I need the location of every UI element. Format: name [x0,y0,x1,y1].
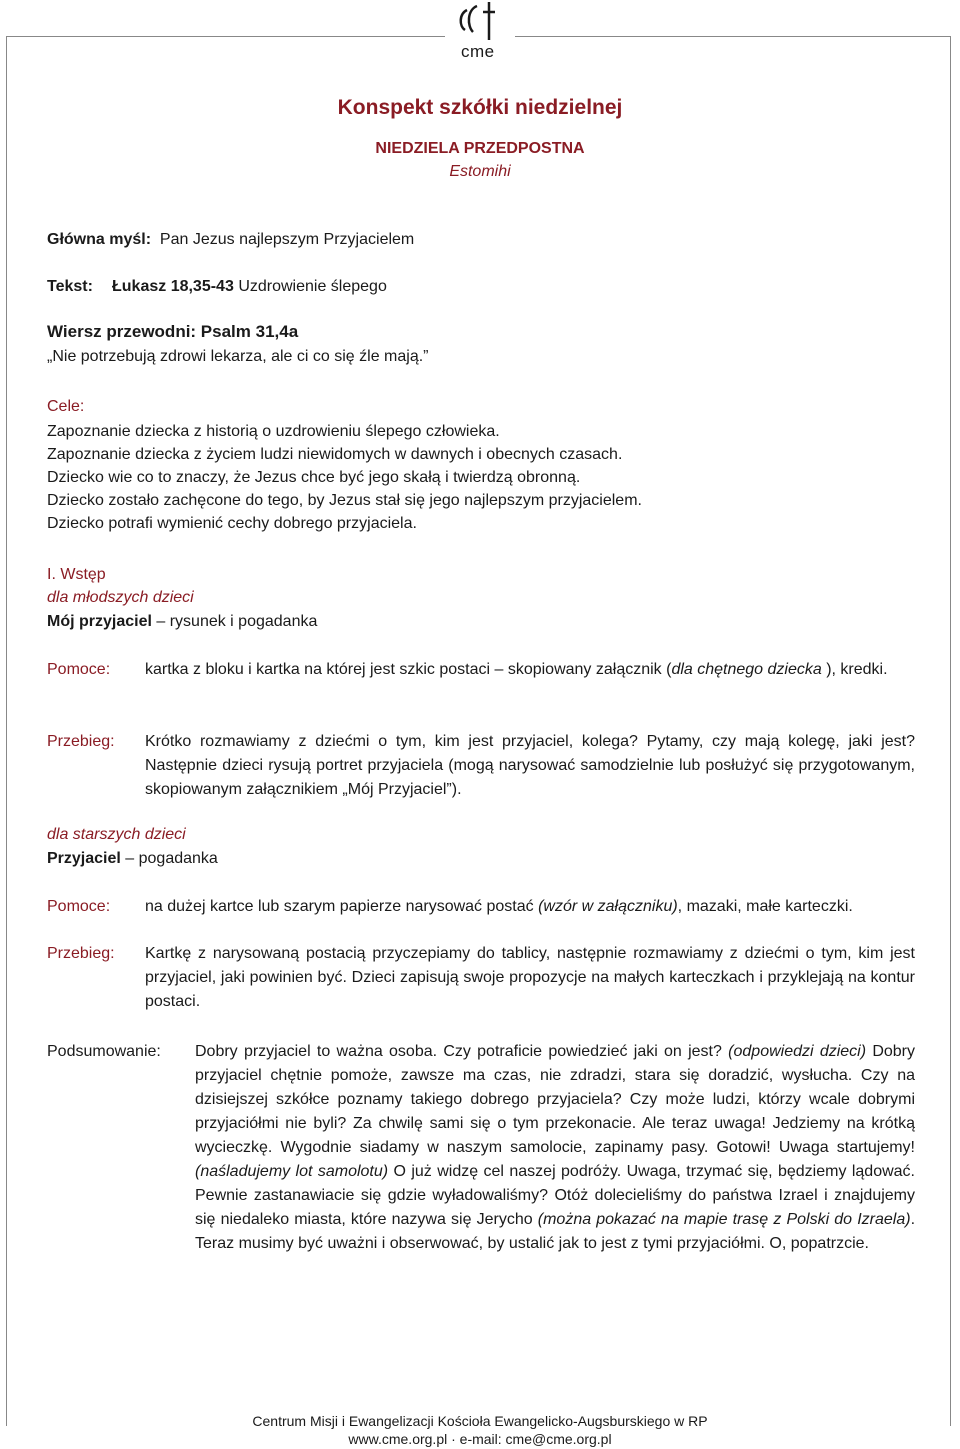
summary-italic: (odpowiedzi dzieci) [728,1043,867,1060]
footer-contact: www.cme.org.pl · e-mail: cme@cme.org.pl [348,1431,612,1447]
older-aids-italic: (wzór w załączniku) [538,898,678,915]
younger-activity [47,611,317,633]
younger-aids-text: kartka z bloku i kartka na której jest szkic postaci – skopiowany załącznik ( [145,661,672,678]
document-subtitle: NIEDZIELA PRZEDPOSTNA [375,140,585,157]
goal-item: Dziecko zostało zachęcone do tego, by Jezus stał się jego najlepszym przyjacielem. [47,492,642,509]
main-thought [47,229,414,251]
goal-item: Dziecko potrafi wymienić cechy dobrego przyjaciela. [47,515,417,532]
verse-label: Wiersz przewodni: Psalm 31,4a [47,322,299,341]
younger-aids [145,658,927,682]
text-reference [47,276,93,298]
cme-logo [445,0,515,64]
text-ref: Łukasz 18,35-43 [112,278,234,295]
older-course-label: Przebieg: [47,945,115,962]
summary-part: O już widzę cel naszej podróży. Uwaga, trzymać się, będziemy lądować. Pewnie zastanawiacie się gdzie wyładowaliśmy? Otóż dolecieliśmy do państwa Izrael i znajdujemy się niedaleko miasta, które nazywa się Jerycho [195,1163,915,1228]
goals-label: Cele: [47,398,85,415]
summary-part: Dobry przyjaciel to ważna osoba. Czy potraficie powiedzieć jaki on jest? [195,1043,729,1060]
verse-quote: „Nie potrzebują zdrowi lekarza, ale ci co się źle mają.” [47,348,429,365]
goal-item: Zapoznanie dziecka z historią o uzdrowieniu ślepego człowieka. [47,423,500,440]
text-reference-value [112,276,387,298]
older-aids-end: , mazaki, małe karteczki. [677,898,853,915]
footer-organization: Centrum Misji i Ewangelizacji Kościoła Ewangelicko-Augsburskiego w RP [252,1413,708,1429]
summary-part: . Teraz musimy być uważni i obserwować, by ustalić jak to jest z tymi przyjaciółmi. O, popatrzcie. [195,1211,916,1252]
document-subtitle-italic: Estomihi [449,163,511,180]
goal-item: Zapoznanie dziecka z życiem ludzi niewidomych w dawnych i obecnych czasach. [47,446,623,463]
summary-italic: (naśladujemy lot samolotu) [195,1163,389,1180]
cross-icon [445,0,515,44]
older-course: Kartkę z narysowaną postacią przyczepiamy do tablicy, następnie rozmawiamy z dziećmi o tym, kim jest przyjaciel, jaki powinien być. Dzieci zapisują swoje propozycje na małych karteczkach i przyklejają na kontur postaci. [145,945,915,1010]
summary-italic: (można pokazać na mapie trasę z Polski do Izraela) [537,1211,911,1228]
younger-aids-italic: dla chętnego dziecka [671,661,822,678]
older-aids [145,895,925,919]
text-label: Tekst: [47,278,93,295]
younger-course: Krótko rozmawiamy z dziećmi o tym, kim jest przyjaciel, kolega? Pytamy, czy mają kolegę, jaki jest? Następnie dzieci rysują portret przyjaciela (mogą narysować samodzielnie lub posłużyć się przygotowanym, skopiowanym załącznikiem „Mój Przyjaciel”). [145,733,915,798]
text-value: Uzdrowienie ślepego [238,278,387,295]
older-activity [47,848,218,870]
older-aids-text: na dużej kartce lub szarym papierze narysować postać [145,898,539,915]
older-activity-rest: – pogadanka [120,850,218,867]
summary-part: Dobry przyjaciel chętnie pomoże, zawsze ma czas, nie zdradzi, stara się doradzić, wysłucha. Czy na dzisiejszej szkółce poznamy takiego dobrego przyjaciela? Czy może ludzi, którzy wcale dobrymi przyjaciółmi nie byli? Za chwilę sami się o tym przekonacie. Ale teraz uwaga! Jedziemy na krótką wycieczkę. Wygodnie siadamy w naszym samolocie, zapinamy pasy. Gotowi! Uwaga startujemy! [195,1043,916,1156]
younger-activity-title: Mój przyjaciel [47,613,152,630]
document-title: Konspekt szkółki niedzielnej [337,96,623,119]
logo-text: cme [461,42,495,61]
younger-aids-label: Pomoce: [47,661,111,678]
summary-label: Podsumowanie: [47,1043,161,1060]
goal-item: Dziecko wie co to znaczy, że Jezus chce być jego skałą i twierdzą obronną. [47,469,581,486]
main-thought-value: Pan Jezus najlepszym Przyjacielem [159,231,415,248]
younger-course-label: Przebieg: [47,733,115,750]
younger-aids-end: ), kredki. [821,661,888,678]
older-group: dla starszych dzieci [47,826,186,843]
main-thought-label: Główna myśl: [47,231,152,248]
older-activity-title: Przyjaciel [47,850,121,867]
summary-text [195,1040,915,1256]
younger-group: dla młodszych dzieci [47,589,194,606]
younger-activity-rest: – rysunek i pogadanka [151,613,318,630]
intro-heading: I. Wstęp [47,566,106,583]
older-aids-label: Pomoce: [47,898,111,915]
